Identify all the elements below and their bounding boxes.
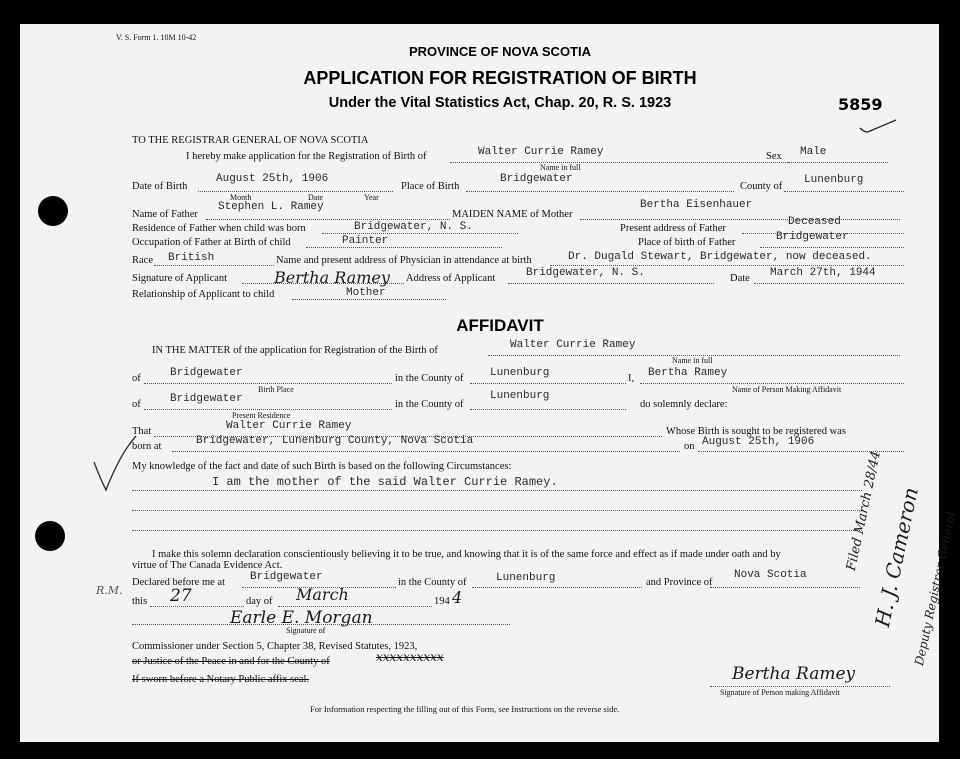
applicant-address-value: Bridgewater, N. S. [526,267,645,279]
deponent-signature: Bertha Ramey [732,664,856,684]
birth-place-caption: Birth Place [258,385,294,394]
relationship-label: Relationship of Applicant to child [132,289,275,300]
father-value: Stephen L. Ramey [218,201,324,213]
mother-label: MAIDEN NAME of Mother [452,209,573,220]
mother-value: Bertha Eisenhauer [640,199,753,211]
declare-label: do solemnly declare: [640,399,728,410]
birth-registration-form [20,24,959,742]
name-in-full-caption: Name in full [540,163,581,172]
in-county-label-2: in the County of [395,399,464,410]
declared-county-value: Lunenburg [496,572,556,584]
signature-label: Signature of Applicant [132,273,228,284]
filed-note: Filed March 28/44 [844,449,885,573]
that-name-value: Walter Currie Ramey [226,420,352,432]
race-value: British [168,252,215,264]
county-value: Lunenburg [804,174,864,186]
physician-value: Dr. Dugald Stewart, Bridgewater, now deceased. [568,251,872,263]
justice-line: or Justice of the Peace in and for the County of [132,656,330,667]
solemn-declaration-line-2: virtue of The Canada Evidence Act. [132,560,283,571]
year-suffix: 4 [452,588,463,607]
born-on-value: August 25th, 1906 [702,436,815,448]
day-of-label: day of [246,596,273,607]
date-caption: Date [308,193,324,202]
affidavit-county-2: Lunenburg [490,390,550,402]
form-subtitle: Under the Vital Statistics Act, Chap. 20, R. S. 1923 [328,95,672,111]
occupation-value: Painter [342,235,389,247]
registrar-signature: H. J. Cameron [870,485,923,629]
affidavit-child-name: Walter Currie Ramey [510,339,636,351]
present-address-label: Present address of Father [620,223,726,234]
place-of-birth-label: Place of Birth [401,181,460,192]
on-label: on [684,441,695,452]
day-value: 27 [170,586,192,606]
race-label: Race [132,255,153,266]
declared-at-value: Bridgewater [250,571,323,583]
born-at-label: born at [132,441,162,452]
declared-label: Declared before me at [132,577,225,588]
i-label: I, [628,373,635,384]
affidavit-deponent: Bertha Ramey [648,367,728,379]
month-value: March [296,585,349,604]
applicant-signature: Bertha Ramey [274,268,390,287]
declared-province-value: Nova Scotia [734,569,807,581]
affidavit-heading: AFFIDAVIT [456,316,544,335]
affidavit-birth-place: Bridgewater [170,367,243,379]
residence-caption: Present Residence [232,411,291,420]
check-mark-icon [90,434,140,494]
commissioner-signature: Earle E. Morgan [230,608,373,628]
child-name-value: Walter Currie Ramey [478,146,604,158]
affidavit-name-caption: Name in full [672,356,713,365]
born-at-value: Bridgewater, Lunenburg County, Nova Scotia [196,435,474,447]
father-birthplace-value: Bridgewater [776,231,849,243]
relationship-value: Mother [346,287,386,299]
deputy-registrar-note: Deputy Registrar General [912,510,959,667]
punch-hole-top [38,196,68,226]
year-caption: Year [364,193,379,202]
occupation-label: Occupation of Father at Birth of child [132,237,291,248]
applicant-address-label: Address of Applicant [406,273,496,284]
hereby-label: I hereby make application for the Registration of Birth of [186,151,427,162]
month-caption: Month [230,193,252,202]
father-birthplace-label: Place of birth of Father [638,237,736,248]
to-registrar-line: TO THE REGISTRAR GENERAL OF NOVA SCOTIA [132,135,369,146]
place-of-birth-value: Bridgewater [500,173,573,185]
province-label: and Province of [646,577,713,588]
in-county-label-1: in the County of [395,373,464,384]
residence-value: Bridgewater, N. S. [354,221,473,233]
affidavit-residence: Bridgewater [170,393,243,405]
initials-note: R.M. [96,584,123,597]
date-value: March 27th, 1944 [770,267,876,279]
circumstances-value: I am the mother of the said Walter Currie Ramey. [212,475,558,489]
commissioner-line: Commissioner under Section 5, Chapter 38, Revised Statutes, 1923, [132,641,418,652]
justice-county-scrawl: xxxxxxxxxx [376,650,444,664]
father-label: Name of Father [132,209,198,220]
dob-value: August 25th, 1906 [216,173,329,185]
form-number: V. S. Form 1. 10M 10-42 [116,33,197,42]
sex-value: Male [800,146,827,158]
year-prefix: 194 [434,596,450,607]
of-label-2: of [132,399,141,410]
check-mark-icon [858,118,898,136]
notary-line: If sworn before a Notary Public affix seal. [132,674,310,685]
province-heading: PROVINCE OF NOVA SCOTIA [408,44,591,59]
registration-number: 5859 [838,95,883,114]
signature-of-caption: Signature of [286,626,326,635]
knowledge-label: My knowledge of the fact and date of such Birth is based on the following Circumstances: [132,461,512,472]
that-label: That [132,426,152,437]
of-label-1: of [132,373,141,384]
punch-hole-bottom [35,521,65,551]
declared-county-label: in the County of [398,577,467,588]
county-label: County of [740,181,783,192]
whose-birth-label: Whose Birth is sought to be registered was [666,426,846,437]
form-title: APPLICATION FOR REGISTRATION OF BIRTH [303,68,697,88]
deponent-signature-caption: Signature of Person making Affidavit [720,688,840,697]
present-address-value: Deceased [788,216,841,228]
physician-label: Name and present address of Physician in attendance at birth [276,255,532,266]
date-label: Date [730,273,750,284]
matter-label: IN THE MATTER of the application for Registration of the Birth of [152,345,438,356]
dob-label: Date of Birth [132,181,188,192]
footer-note: For Information respecting the filling out of this Form, see Instructions on the reverse side. [310,704,620,714]
solemn-declaration-line-1: I make this solemn declaration conscientiously believing it to be true, and knowing that it is of the same force and effect as if made under oath and by [152,549,781,560]
sex-label: Sex [766,151,782,162]
residence-label: Residence of Father when child was born [132,223,306,234]
deponent-caption: Name of Person Making Affidavit [732,385,842,394]
affidavit-county-1: Lunenburg [490,367,550,379]
this-label: this [132,596,148,607]
